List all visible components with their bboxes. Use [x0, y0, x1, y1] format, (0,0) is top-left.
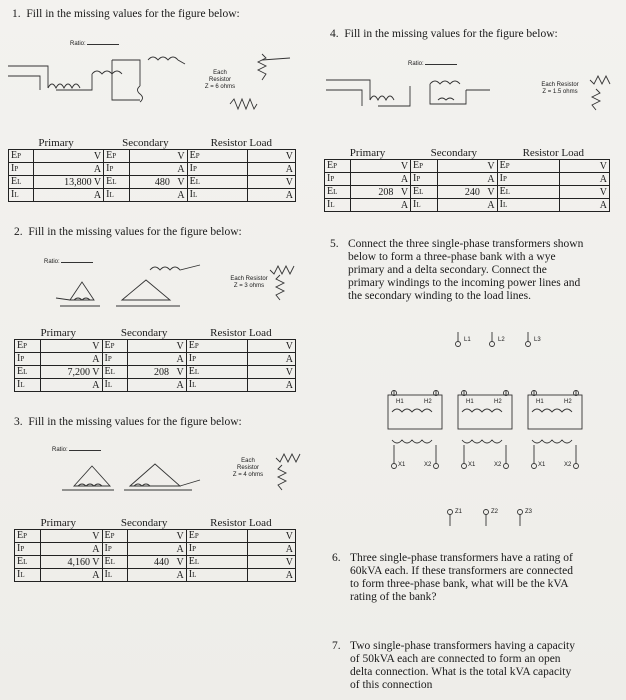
- q4-s2-unit: V: [487, 186, 495, 198]
- q2-l1-val[interactable]: A: [247, 353, 295, 366]
- q4-l3-val[interactable]: A: [560, 199, 610, 212]
- subscript: L: [23, 368, 28, 376]
- q1-s1-label: IP: [104, 163, 130, 176]
- subscript: L: [23, 558, 28, 566]
- q1-p0-label: EP: [9, 150, 34, 163]
- q1-p3-label: IL: [9, 189, 34, 202]
- q2-s3-label: IL: [102, 379, 128, 392]
- q2-s3-val[interactable]: A: [128, 379, 186, 392]
- q1-hdr-secondary: Secondary: [104, 138, 188, 150]
- subscript: L: [416, 201, 421, 209]
- q4-s1-val[interactable]: A: [437, 173, 497, 186]
- q3-l0-val[interactable]: V: [247, 530, 295, 543]
- q7-line-3: delta connection. What is the total kVA capacity: [350, 666, 572, 678]
- q5-t3-h1: H1: [536, 399, 544, 405]
- subscript: P: [505, 162, 510, 170]
- q2-p0-val[interactable]: V: [40, 340, 102, 353]
- q3-hdr-load: Resistor Load: [186, 518, 295, 530]
- q1-p1-val[interactable]: A: [34, 163, 104, 176]
- q2-p3-label: IL: [15, 379, 41, 392]
- q3-s2-unit: V: [176, 556, 184, 568]
- q2-l1-label: IP: [186, 353, 247, 366]
- subscript: L: [14, 191, 19, 199]
- q5-line-2: below to form a three-phase bank with a wye: [348, 251, 556, 263]
- q1-p2-label: EL: [9, 176, 34, 189]
- q4-p1-label: IP: [325, 173, 351, 186]
- subscript: P: [195, 152, 200, 160]
- q2-s1-label: IP: [102, 353, 128, 366]
- q3-l2-label: EL: [186, 556, 247, 569]
- q4-s0-label: EP: [411, 160, 438, 173]
- subscript: L: [17, 178, 22, 186]
- q5-t3-x2: X2: [564, 462, 572, 468]
- subscript: L: [107, 381, 113, 389]
- q1-s1-val[interactable]: A: [129, 163, 187, 176]
- q1-res-l3: Z = 6 ohms: [204, 84, 236, 90]
- q5-z3: Z3: [525, 509, 533, 515]
- subscript: L: [330, 201, 335, 209]
- q3-s3-val[interactable]: A: [128, 569, 186, 582]
- q2-number: 2.: [14, 226, 23, 238]
- q3-l1-val[interactable]: A: [247, 543, 295, 556]
- q1-s3-val[interactable]: A: [129, 189, 187, 202]
- q2-p1-label: IP: [15, 353, 41, 366]
- q6-line-3: to form three-phase bank, what will be the kVA: [350, 578, 569, 590]
- subscript: P: [333, 162, 338, 170]
- q1-p1-label: IP: [9, 163, 34, 176]
- subscript: L: [419, 188, 424, 196]
- q2-l3-label: IL: [186, 379, 247, 392]
- q4-s3-label: IL: [411, 199, 438, 212]
- q4-p2-num: 208: [378, 186, 394, 198]
- q2-res-l1: Each Resistor: [230, 276, 268, 282]
- q6-text: [350, 552, 620, 604]
- q4-p0-val[interactable]: V: [351, 160, 411, 173]
- q4-res-l1: Each Resistor: [541, 82, 579, 88]
- subscript: L: [192, 381, 197, 389]
- q4-hdr-load: Resistor Load: [497, 148, 609, 160]
- q7-line-4: of this connection: [350, 679, 433, 691]
- subscript: L: [110, 368, 115, 376]
- q3-l1-label: IP: [186, 543, 247, 556]
- q3-res-l2: Resistor: [236, 465, 259, 471]
- q5-t1-x1: X1: [398, 462, 406, 468]
- q4-p3-label: IL: [325, 199, 351, 212]
- q2-l0-label: EP: [186, 340, 247, 353]
- q4-l0-val[interactable]: V: [560, 160, 610, 173]
- q4-p3-val[interactable]: A: [351, 199, 411, 212]
- q5-z1: Z1: [455, 509, 463, 515]
- subscript: L: [505, 188, 511, 196]
- subscript: P: [109, 165, 114, 173]
- q3-s1-val[interactable]: A: [128, 543, 186, 556]
- q1-l1-label: IP: [187, 163, 247, 176]
- q3-p1-val[interactable]: A: [40, 543, 102, 556]
- subscript: L: [20, 381, 25, 389]
- q2-ratio-label: Ratio:: [44, 259, 60, 265]
- q5-t2-x2: X2: [494, 462, 502, 468]
- subscript: L: [195, 178, 201, 186]
- q1-s2-num: 480: [154, 176, 170, 188]
- subscript: P: [112, 152, 117, 160]
- q4-s1-label: IP: [411, 173, 438, 186]
- q6-line-4: rating of the bank?: [350, 591, 437, 603]
- q2-l2-label: EL: [186, 366, 247, 379]
- q5-t2-x1: X1: [468, 462, 476, 468]
- q5-number: 5.: [330, 238, 339, 250]
- subscript: P: [110, 342, 115, 350]
- subscript: P: [330, 175, 335, 183]
- subscript: L: [194, 558, 200, 566]
- q5-line-5: the secondary winding to the load lines.: [348, 290, 532, 302]
- q1-s2-label: EL: [104, 176, 130, 189]
- q1-s3-label: IL: [104, 189, 130, 202]
- q2-hdr-primary: Primary: [15, 328, 103, 340]
- q3-l2-val[interactable]: V: [247, 556, 295, 569]
- q3-l3-label: IL: [186, 569, 247, 582]
- q3-s0-label: EP: [102, 530, 128, 543]
- q1-l3-label: IL: [187, 189, 247, 202]
- q5-t2-h1: H1: [466, 399, 474, 405]
- q4-hdr-primary: Primary: [325, 148, 411, 160]
- q1-l2-val[interactable]: V: [247, 176, 295, 189]
- q2-s2-unit: V: [176, 366, 184, 378]
- q4-l3-label: IL: [497, 199, 560, 212]
- q1-l0-label: EP: [187, 150, 247, 163]
- q3-s1-label: IP: [102, 543, 128, 556]
- q2-s0-label: EP: [102, 340, 128, 353]
- q3-p2-val: 4,160 V: [40, 556, 102, 569]
- q5-line-4: primary windings to the incoming power lines and: [348, 277, 581, 289]
- q4-l2-val[interactable]: V: [560, 186, 610, 199]
- subscript: P: [17, 152, 22, 160]
- subscript: L: [333, 188, 338, 196]
- q3-res-l3: Z = 4 ohms: [232, 472, 264, 478]
- q5-t3-h2: H2: [564, 399, 572, 405]
- q2-text: Fill in the missing values for the figure below:: [28, 226, 242, 238]
- subscript: P: [192, 545, 196, 553]
- q4-l2-label: EL: [497, 186, 560, 199]
- subscript: P: [14, 165, 19, 173]
- q6-line-1: Three single-phase transformers have a rating of: [350, 552, 573, 564]
- subscript: P: [192, 165, 197, 173]
- q4-text: Fill in the missing values for the figure below:: [344, 28, 558, 40]
- q3-p3-label: IL: [15, 569, 41, 582]
- q5-t1-h1: H1: [396, 399, 404, 405]
- q5-t1-x2: X2: [424, 462, 432, 468]
- q1-l0-val[interactable]: V: [247, 150, 295, 163]
- q2-l0-val[interactable]: V: [247, 340, 295, 353]
- q1-l3-val[interactable]: A: [247, 189, 295, 202]
- q3-p0-label: EP: [15, 530, 41, 543]
- subscript: P: [110, 532, 115, 540]
- q4-s2-label: EL: [411, 186, 438, 199]
- q3-p3-val[interactable]: A: [40, 569, 102, 582]
- subscript: L: [502, 201, 508, 209]
- subscript: P: [107, 545, 112, 553]
- subscript: P: [419, 162, 424, 170]
- q1-number: 1.: [12, 8, 21, 20]
- q2-s2-label: EL: [102, 366, 128, 379]
- q1-res-l1: Each: [213, 70, 227, 76]
- q1-hdr-primary: Primary: [9, 138, 104, 150]
- q1-res-l2: Resistor: [208, 77, 231, 83]
- q3-s2-label: EL: [102, 556, 128, 569]
- q5-L2: L2: [498, 337, 505, 343]
- q4-p0-label: EP: [325, 160, 351, 173]
- q1-s0-label: EP: [104, 150, 130, 163]
- q2-p2-val: 7,200 V: [40, 366, 102, 379]
- q5-t1-h2: H2: [424, 399, 432, 405]
- q3-s2-num: 440: [154, 556, 169, 568]
- subscript: P: [502, 175, 507, 183]
- q1-ratio-label: Ratio:: [70, 41, 86, 47]
- q3-p1-label: IP: [15, 543, 41, 556]
- q4-s2-num: 240: [464, 186, 480, 198]
- subscript: P: [23, 342, 28, 350]
- q2-p0-label: EP: [15, 340, 41, 353]
- q5-line-3: primary and a delta secondary. Connect the: [348, 264, 547, 276]
- q1-p3-val[interactable]: A: [34, 189, 104, 202]
- q3-hdr-primary: Primary: [15, 518, 103, 530]
- subscript: L: [20, 571, 25, 579]
- q3-res-l1: Each: [241, 458, 255, 464]
- subscript: L: [109, 191, 114, 199]
- q3-p2-label: EL: [15, 556, 41, 569]
- q1-s2-unit: V: [177, 176, 185, 188]
- q3-s3-label: IL: [102, 569, 128, 582]
- q3-number: 3.: [14, 416, 23, 428]
- q2-p3-val[interactable]: A: [40, 379, 102, 392]
- q4-p2-unit: V: [400, 186, 409, 198]
- q2-p1-val[interactable]: A: [40, 353, 102, 366]
- q3-text: Fill in the missing values for the figure below:: [28, 416, 242, 428]
- q2-hdr-load: Resistor Load: [186, 328, 295, 340]
- q3-ratio-label: Ratio:: [52, 447, 68, 453]
- q2-s2-num: 208: [154, 366, 169, 378]
- q1-hdr-load: Resistor Load: [187, 138, 295, 150]
- q5-z2: Z2: [491, 509, 499, 515]
- q1-l2-label: EL: [187, 176, 247, 189]
- q2-l3-val[interactable]: A: [247, 379, 295, 392]
- q5-line-1: Connect the three single-phase transformers shown: [348, 238, 584, 250]
- subscript: P: [192, 355, 196, 363]
- subscript: P: [20, 355, 25, 363]
- q2-hdr-secondary: Secondary: [102, 328, 186, 340]
- q5-L3: L3: [534, 337, 541, 343]
- q4-l1-val[interactable]: A: [560, 173, 610, 186]
- q4-number: 4.: [330, 28, 339, 40]
- q2-s1-val[interactable]: A: [128, 353, 186, 366]
- q7-number: 7.: [332, 640, 341, 652]
- q2-res-l2: Z = 3 ohms: [233, 283, 265, 289]
- q2-p2-label: EL: [15, 366, 41, 379]
- q3-l3-val[interactable]: A: [247, 569, 295, 582]
- q5-t2-h2: H2: [494, 399, 502, 405]
- q3-l0-label: EP: [186, 530, 247, 543]
- q2-s0-val[interactable]: V: [128, 340, 186, 353]
- subscript: L: [194, 368, 200, 376]
- q1-p2-val: 13,800 V: [34, 176, 104, 189]
- q3-p0-val[interactable]: V: [40, 530, 102, 543]
- q4-p1-val[interactable]: A: [351, 173, 411, 186]
- q4-hdr-secondary: Secondary: [411, 148, 498, 160]
- q6-number: 6.: [332, 552, 341, 564]
- q4-s0-val[interactable]: V: [437, 160, 497, 173]
- subscript: L: [192, 191, 198, 199]
- subscript: L: [110, 558, 115, 566]
- q4-res-l2: Z = 1.5 ohms: [542, 89, 578, 95]
- q1-text: Fill in the missing values for the figure below:: [26, 8, 240, 20]
- q1-s0-val[interactable]: V: [129, 150, 187, 163]
- q4-l1-label: IP: [497, 173, 560, 186]
- subscript: L: [112, 178, 117, 186]
- q4-l0-label: EP: [497, 160, 560, 173]
- q3-s0-val[interactable]: V: [128, 530, 186, 543]
- q5-L1: L1: [464, 337, 471, 343]
- q3-hdr-secondary: Secondary: [102, 518, 186, 530]
- subscript: P: [107, 355, 112, 363]
- q1-l1-val[interactable]: A: [247, 163, 295, 176]
- q5-t3-x1: X1: [538, 462, 546, 468]
- subscript: P: [416, 175, 421, 183]
- subscript: P: [23, 532, 28, 540]
- subscript: P: [194, 342, 199, 350]
- subscript: P: [194, 532, 199, 540]
- q6-line-2: 60kVA each. If these transformers are connected: [350, 565, 573, 577]
- q7-line-1: Two single-phase transformers having a capacity: [350, 640, 575, 652]
- q4-s3-val[interactable]: A: [437, 199, 497, 212]
- q1-p0-val[interactable]: V: [34, 150, 104, 163]
- q4-p2-label: EL: [325, 186, 351, 199]
- subscript: P: [20, 545, 25, 553]
- q7-line-2: of 50kVA each are connected to form an open: [350, 653, 561, 665]
- subscript: L: [192, 571, 197, 579]
- q7-text: [350, 640, 620, 692]
- subscript: L: [107, 571, 113, 579]
- q2-l2-val[interactable]: V: [247, 366, 295, 379]
- q4-ratio-label: Ratio:: [408, 61, 424, 67]
